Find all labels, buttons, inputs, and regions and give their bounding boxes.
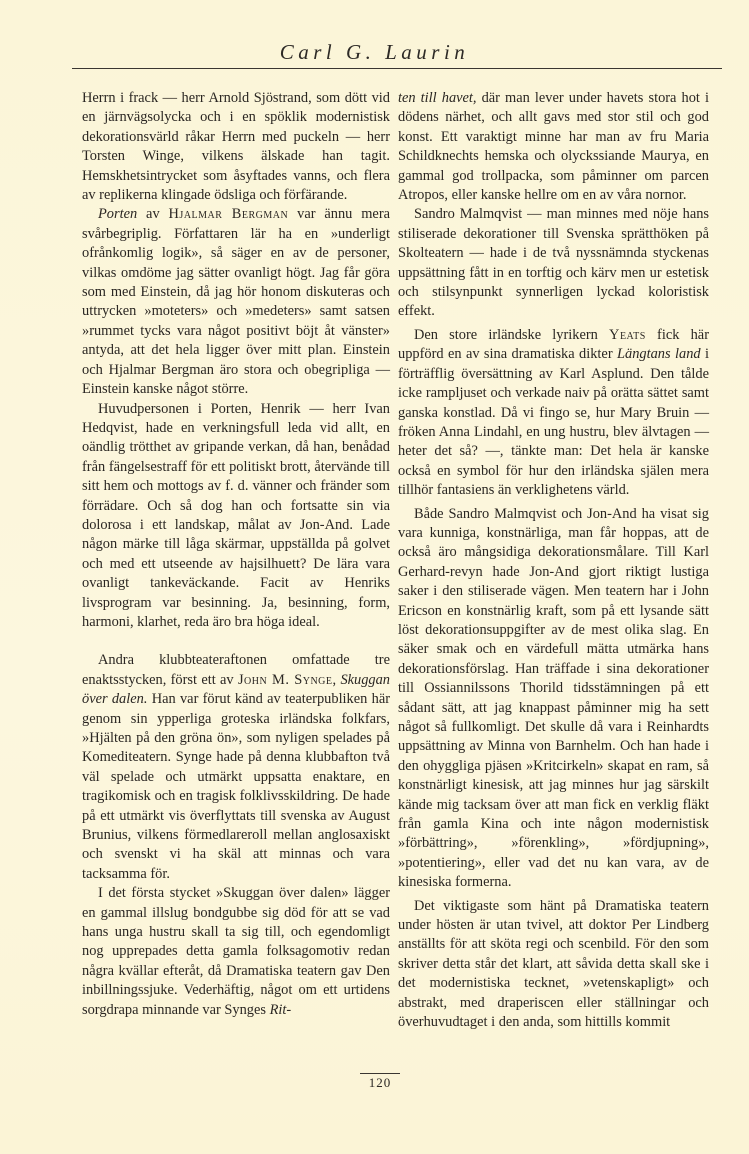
footer-rule bbox=[360, 1073, 400, 1074]
play-title: ten till havet, bbox=[398, 90, 477, 106]
play-title: Porten bbox=[98, 206, 138, 223]
paragraph: Den store irländske lyrikern Yeats fick här uppförd en av sina dramatiska dikter Längtans land i förträfflig översättning av Karl Asplund. Den tålde icke rampljuset och verkade naiv på orätta sättet samt ganska konstlad. Då vi fingo se, hur Mary Bruin — fröken Anna Lindahl, en ung hustru, blev älvtagen — heter det så? —, tänkte man: Det hela är kanske också en symbol för hur den irländska själen mera tillhör fantasiens än verklighetens värld. bbox=[398, 326, 709, 499]
paragraph: Det viktigaste som hänt på Dramatiska teatern under hösten är utan tvivel, att doktor Per Lindberg anställts för att sköta regi och scenbild. För den som skriver detta står det klart, att såvida detta skall ske i det modernistiska tecknet, »vetenskapligt» och abstrakt, med draperiscen eller ställningar och överhuvudtaget i den anda, som hittills kommit bbox=[398, 897, 709, 1031]
author-name: John M. Synge bbox=[237, 671, 333, 688]
running-header-author: Carl G. Laurin bbox=[279, 40, 470, 64]
paragraph: Andra klubbteateraftonen omfattade tre enaktsstycken, först ett av John M. Synge, Skuggan över dalen. Han var förut känd av teaterpubliken här genom sin ypperliga groteska irländska folkfars, »Hjälten på den gröna ön», som nyligen spelades på Komediteatern. Synge hade på denna klubbafton två väl spelade och utmärkt uppsatta enaktare, en tragikomisk och en tragisk folklivsskildring. De hade på ett utmärkt vis överflyttats till svenska av August Brunius, vilkens förmedlareroll mellan anglosaxiskt och svenskt vi ha skäl att minnas och vara tacksamma för. bbox=[82, 652, 390, 882]
paragraph: Sandro Malmqvist — man minnes med nöje hans stiliserade dekorationer till Svenska sprätthöken på Skolteatern — hade i de två nyssnämnda styckenas uppsättning fått in en torftig och kärv men ur estetisk och stilsynpunkt synnerligen lyckad koloristisk effekt. bbox=[398, 206, 709, 320]
author-name: Hjalmar Bergman bbox=[168, 206, 289, 223]
paragraph: ten till havet, där man lever under havets stora hot i dödens närhet, och allt gavs med stor stil och god konst. Ett varaktigt minne har man av fru Maria Schildknechts hemska och olyckssiande Maurya, en gammal god trollpacka, som påminner om parcen Atropos, eller kanske hellre om en av våra nornor. bbox=[398, 90, 709, 204]
paragraph: Herrn i frack — herr Arnold Sjöstrand, som dött vid en järnvägsolycka och i en spöklik modernistisk dekorationsvärld råkar Herrn med puckeln — herr Torsten Winge, vilkens älskade han tagit. Hemskhetsintrycket som åsyftades vanns, och flera av replikerna klingade ödsliga och förfärande. bbox=[82, 90, 390, 204]
page-number: 120 bbox=[368, 1075, 392, 1090]
right-column bbox=[398, 89, 709, 1033]
author-name: Yeats bbox=[609, 326, 646, 343]
play-title: Rit- bbox=[269, 1001, 292, 1018]
play-title: Skuggan över dalen. bbox=[82, 671, 390, 708]
play-title: Längtans land bbox=[617, 346, 701, 363]
paragraph: Porten av Hjalmar Bergman var ännu mera svårbegriplig. Författaren lär ha en »underligt ofrånkomlig logik», så säger en av de personer, vilkas omdöme jag sätter ovanligt högt. Jag får göra som med Einstein, då jag hör honom diskuteras och uttrycken »moteters» och »medeters» samt satsen »rummet tycks vara något positivt böjt åt vänster» antyda, att det hela ligger över mitt plan. Einstein och Hjalmar Bergman äro stora och obegripliga — Einstein kanske något större. bbox=[82, 206, 391, 398]
left-column bbox=[82, 89, 390, 1020]
paragraph: Huvudpersonen i Porten, Henrik — herr Ivan Hedqvist, hade en verkningsfull leda vid allt, en oändlig trötthet av gripande verkan, då han, benådad från fängelsestraff för ett politiskt brott, återvände till sitt hem och mottogs av f. d. vänner och fränder som förrädare. Och så dog han och fortsatte sin via dolorosa i ett landskap, målat av Jon-And. Lade någon märke till låga skärmar, uppställda på golvet och med ett utseende av hajsilhuett? De lära vara ovanligt tankeväckande. Facit av Henriks livsprogram var besinning. Ja, besinning, form, harmoni, klarhet, reda äro bra höga ideal. bbox=[82, 400, 390, 630]
header-rule bbox=[72, 68, 722, 69]
paragraph: I det första stycket »Skuggan över dalen» lägger en gammal illslug bondgubbe sig död för att se vad hans unga hustru skall ta sig till, och egendomligt nog upprepades detta gamla folksagomotiv redan några kvällar efteråt, då Dramatiska teatern gav Den inbillningssjuke. Vederhäftig, något om ett urtidens sorgdrapa minnande var Synges Rit- bbox=[82, 885, 390, 1018]
paragraph: Både Sandro Malmqvist och Jon-And ha visat sig vara kunniga, konstnärliga, man får hoppas, att de också äro mångsidiga dekorationsmålare. Till Karl Gerhard-revyn hade Jon-And gjort riktigt lustiga saker i den stiliserade vägen. Men teatern har i John Ericson en konstnärlig kraft, som på ett lysande sätt löst dekorationsuppgifter av de mest olika slag. En säker smak och en värdefull mätta utmärka hans dekorationsförslag. Han träffade i sina dekorationer till Ossiannilssons Thorild tidsstämningen på ett sådant sätt, att jag knappast påminner mig ha sett något så fullkomligt. Det skulle då vara i Reinhardts uppsättning av Minna von Barnhelm. Och han hade i den ohyggliga pjäsen »Kritcirkeln» skapat en ram, så konstnärligt kinesisk, att jag minnes hur jag särskilt kände mig tacksam över att man fick en verklig fläkt från gamla Kina och inte någon modernistisk »förbättring», »förenkling», »fördjupning», »potentiering», eller vad det nu kan vara, av de kinesiska formerna. bbox=[398, 505, 709, 891]
